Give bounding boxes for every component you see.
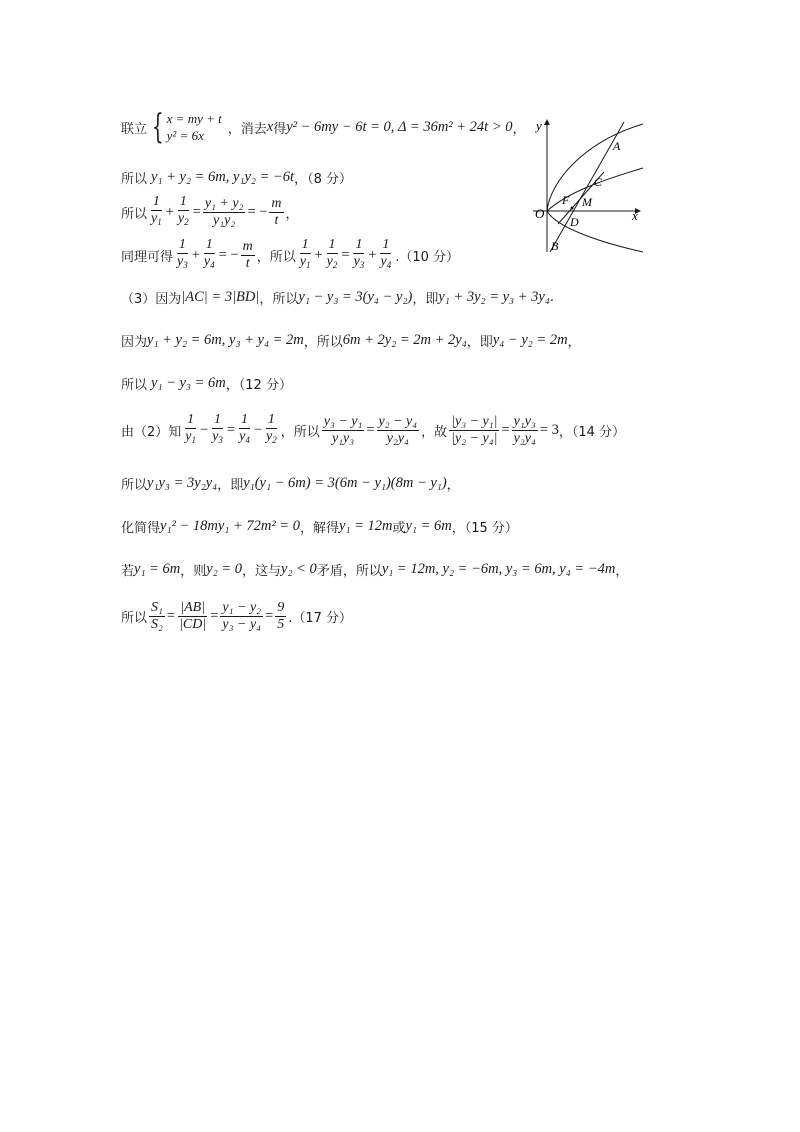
- op: =: [341, 246, 350, 263]
- fraction: $\frac{m}{t}$: [271, 195, 282, 228]
- equation: y₁ − y₃ = 3(y₄ − y₂): [298, 289, 413, 305]
- op: +: [165, 203, 174, 220]
- fraction: $\frac{1}{y_3}$: [212, 412, 223, 445]
- fraction: $\frac{1}{y_1}$: [185, 412, 196, 445]
- text: 化简得: [121, 521, 161, 536]
- fraction: $\frac{\text{y₂ − y₄}}{\text{y₂y₄}}$: [378, 413, 418, 446]
- line-9: [121, 474, 460, 493]
- equation: 6m + 2y₂ = 2m + 2y₄: [342, 332, 467, 348]
- text: 所以: [121, 172, 148, 187]
- text: ，这与: [242, 564, 282, 579]
- text: 或: [392, 521, 406, 536]
- text: ，即: [412, 292, 439, 307]
- equation: y₁ = 6m: [405, 518, 452, 534]
- equation: y₁(y₁ − 6m) = 3(6m − y₁)(8m − y₁): [243, 475, 447, 491]
- point-f: [571, 207, 574, 210]
- equation: y₁ − y₃ = 6m: [151, 375, 226, 391]
- line-12: [121, 600, 352, 633]
- text: ，（15 分）: [451, 521, 518, 536]
- op: =: [366, 421, 375, 438]
- fraction: $\frac{1}{y_1}$: [151, 194, 162, 227]
- equation: y₁y₃ = 3y₂y₄: [147, 475, 218, 491]
- label-m: M: [582, 195, 592, 209]
- equation: y₁ + 3y₂ = y₃ + 3y₄: [438, 289, 550, 305]
- text: 由（2）知: [121, 424, 182, 440]
- fraction: $\frac{1}{y_3}$: [353, 237, 365, 270]
- text: 若: [121, 564, 135, 579]
- op: =: [166, 608, 176, 624]
- text: ，: [285, 206, 299, 222]
- text: ，: [567, 335, 581, 350]
- system-eq-1: x = my + t: [166, 111, 222, 126]
- line-8: [121, 412, 625, 448]
- math: x: [266, 118, 274, 135]
- text: .（17 分）: [288, 611, 353, 626]
- op: +: [368, 246, 377, 263]
- text: ，即: [217, 478, 244, 493]
- text: ，故: [421, 424, 448, 440]
- text: ，: [615, 564, 629, 579]
- text: 所以: [121, 611, 148, 626]
- fraction: $\frac{\text{y₁ + y₂}}{\text{y₁y₂}}$: [204, 195, 244, 228]
- brace: {: [151, 107, 164, 147]
- line-4: [121, 237, 459, 273]
- equation: |AC| = 3|BD|: [181, 289, 260, 305]
- op: = 3: [539, 421, 559, 438]
- op: +: [314, 246, 323, 263]
- fraction: $\frac{1}{y_1}$: [299, 237, 311, 270]
- fraction: $\frac{\text{y₃ − y₁}}{\text{y₁y₃}}$: [323, 413, 363, 446]
- text: ，（14 分）: [558, 424, 626, 440]
- line-3: [121, 194, 299, 230]
- fraction: $\frac{1}{y_4}$: [203, 237, 215, 270]
- fraction: $\frac{\text{S₁}}{\text{S₂}}$: [151, 600, 163, 632]
- line-11: [121, 560, 628, 579]
- text: 因为: [121, 335, 148, 350]
- op: = −: [218, 246, 239, 263]
- equation: y₁ + y₂ = 6m, y₃ + y₄ = 2m: [147, 332, 304, 348]
- text: ，: [512, 121, 526, 137]
- op: −: [253, 421, 262, 438]
- text: ，所以: [280, 424, 320, 440]
- equation: y₄ − y₂ = 2m: [492, 332, 568, 348]
- text: ，（8 分）: [294, 172, 352, 187]
- equation: y₁² − 18my₁ + 72m² = 0: [160, 518, 300, 534]
- equation: y₁ = 12m: [338, 518, 393, 534]
- fraction: $\frac{1}{y_4}$: [239, 412, 250, 445]
- equation: y₂ < 0: [281, 561, 317, 577]
- fraction: $\frac{\text{y₁ − y₂}}{\text{y₃ − y₄}}$: [222, 600, 262, 632]
- text: ，所以: [303, 335, 343, 350]
- line-7: [121, 374, 292, 393]
- line-2: [121, 168, 352, 187]
- label-y: y: [536, 118, 542, 133]
- equation: y₁ = 12m, y₂ = −6m, y₃ = 6m, y₄ = −4m: [381, 561, 616, 577]
- text: ，所以: [256, 249, 296, 265]
- text: .（10 分）: [395, 249, 460, 265]
- op: =: [265, 608, 274, 624]
- label-x: x: [632, 208, 638, 223]
- fraction: $\frac{1}{y_2}$: [326, 237, 338, 270]
- op: = −: [247, 203, 268, 220]
- fraction: $\frac{1}{y_3}$: [177, 237, 188, 270]
- op: +: [191, 246, 200, 263]
- line-5: [121, 288, 554, 307]
- equation: y₁ = 6m: [134, 561, 181, 577]
- text: 矛盾，所以: [316, 564, 382, 579]
- line-1: [121, 107, 526, 147]
- fraction: $\frac{\text{y₁y₃}}{\text{y₂y₄}}$: [513, 413, 536, 446]
- text: 所以: [121, 478, 148, 493]
- text: ，（12 分）: [225, 378, 292, 393]
- op: =: [501, 421, 510, 438]
- fraction: $\frac{\text{|y₃ − y₁|}}{\text{|y₂ − y₄|}}$: [451, 413, 498, 446]
- fraction: $\frac{9}{5}$: [277, 600, 285, 632]
- text: 同理可得: [121, 249, 174, 265]
- op: =: [192, 203, 201, 220]
- line-6: [121, 331, 581, 350]
- text: （3）因为: [121, 292, 182, 307]
- equation: y₁ + y₂ = 6m, y₁y₂ = −6t: [151, 169, 295, 185]
- parabola-figure: [528, 112, 648, 257]
- text: ，消去: [227, 121, 267, 137]
- text: ，即: [466, 335, 493, 350]
- text: ，所以: [259, 292, 299, 307]
- label-c: C: [594, 175, 603, 189]
- fraction: $\frac{1}{y_4}$: [380, 237, 392, 270]
- label-a: A: [613, 139, 621, 153]
- line-10: [121, 517, 518, 536]
- text: 得: [273, 121, 287, 137]
- op: =: [226, 421, 236, 438]
- op: =: [210, 608, 219, 624]
- fraction: $\frac{1}{y_2}$: [266, 412, 277, 445]
- label-b: B: [551, 239, 559, 253]
- equation: y₂ = 0: [206, 561, 243, 577]
- fraction: $\frac{|AB|}{|CD|}$: [179, 600, 207, 632]
- equation: y² − 6my − 6t = 0, Δ = 36m² + 24t > 0: [286, 118, 513, 135]
- text: 所以: [121, 378, 148, 393]
- op: −: [200, 421, 209, 438]
- text: 联立: [121, 121, 148, 137]
- label-f: F: [562, 193, 570, 207]
- text: ，: [446, 478, 460, 493]
- fraction: $\frac{1}{y_2}$: [177, 194, 189, 227]
- text: ，则: [180, 564, 207, 579]
- equation-system: [167, 110, 222, 144]
- fraction: $\frac{m}{t}$: [242, 238, 253, 271]
- text: 所以: [121, 206, 148, 222]
- text: ，解得: [299, 521, 339, 536]
- text: .: [549, 290, 554, 305]
- system-eq-2: y² = 6x: [166, 128, 204, 143]
- label-o: O: [535, 206, 545, 221]
- label-d: D: [570, 215, 579, 229]
